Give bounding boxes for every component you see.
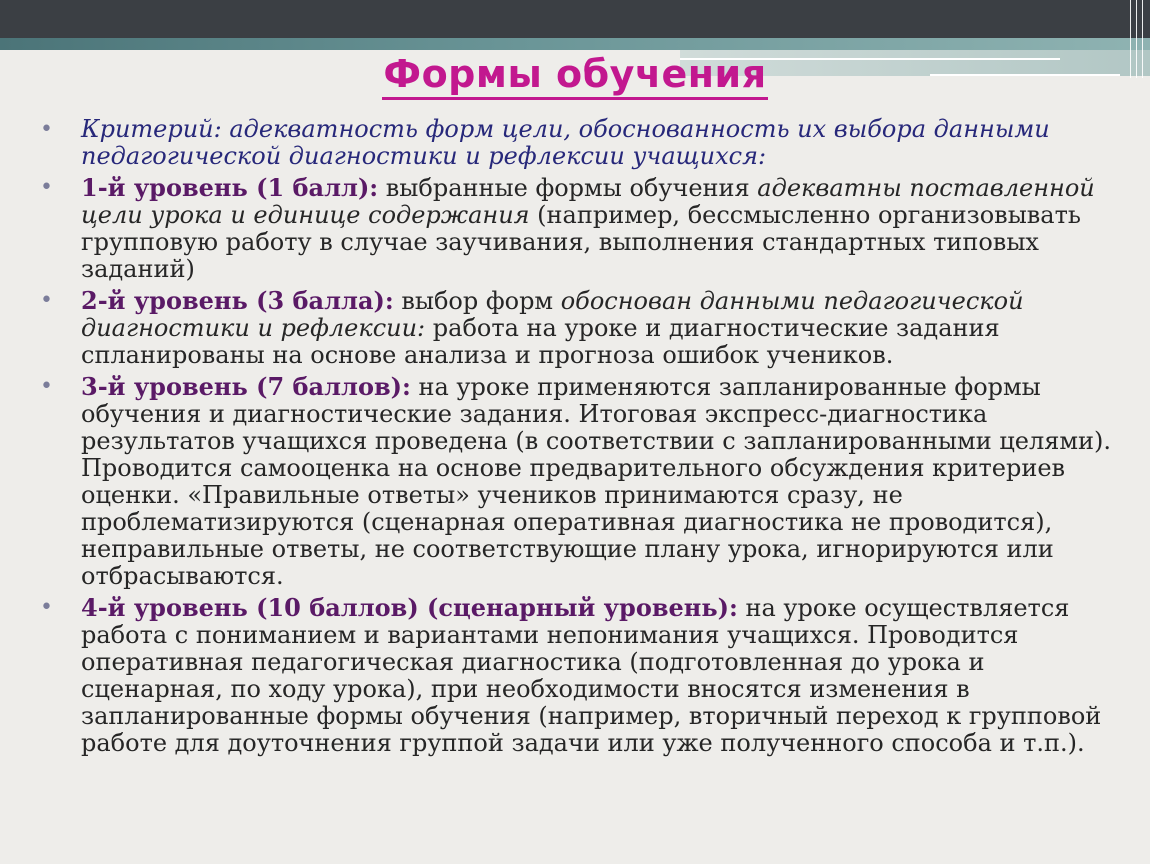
criterion-item xyxy=(40,116,1120,170)
criteria-list xyxy=(40,116,1120,761)
level-text: выбор форм xyxy=(393,287,561,315)
bullet-icon: • xyxy=(40,175,53,200)
level-text: на уроке осуществляется работа с пониманием и вариантами непонимания учащихся. Проводится оперативная педагогическая диагностика (подготовленная до урока и сценарная, по ходу урока), при необходимости вносятся изменения в запланированные формы обучения (например, вторичный переход к групповой работе для доуточнения группой задачи или уже полученного способа и т.п.). xyxy=(81,594,1102,757)
level-label: 1-й уровень (1 балл): xyxy=(81,173,379,202)
level-italic-text: обоснован данными педагогической диагностики и рефлексии: xyxy=(81,287,1024,342)
level-item xyxy=(40,594,1120,757)
level-text: работа на уроке и диагностические задания спланированы на основе анализа и прогноза ошибок учеников. xyxy=(81,314,1000,369)
level-item xyxy=(40,373,1120,590)
slide-title: Формы обучения xyxy=(382,52,767,100)
bullet-icon: • xyxy=(40,595,53,620)
level-label: 4-й уровень (10 баллов) (сценарный уровень): xyxy=(81,593,738,622)
level-text: на уроке применяются запланированные формы обучения и диагностические задания. Итоговая экспресс-диагностика результатов учащихся проведена (в соответствии с запланированными целями). Проводится самооценка на основе предварительного обсуждения критериев оценки. «Правильные ответы» учеников принимаются сразу, не проблематизируются (сценарная оперативная диагностика не проводится), неправильные ответы, не соответствующие плану урока, игнорируются или отбрасываются. xyxy=(81,373,1112,590)
level-item xyxy=(40,174,1120,283)
level-label: 2-й уровень (3 балла): xyxy=(81,286,394,315)
header-teal-band xyxy=(0,38,1150,50)
level-item xyxy=(40,287,1120,369)
bullet-icon: • xyxy=(40,288,53,313)
level-italic-text: адекватны поставленной цели урока и единице содержания xyxy=(81,174,1095,229)
level-text: выбранные формы обучения xyxy=(378,174,758,202)
bullet-icon: • xyxy=(40,374,53,399)
level-label: 3-й уровень (7 баллов): xyxy=(81,372,411,401)
header-dark-bar xyxy=(0,0,1150,38)
criterion-text: Критерий: адекватность форм цели, обоснованность их выбора данными педагогической диагностики и рефлексии учащихся: xyxy=(81,115,1050,170)
level-text: (например, бессмысленно организовывать групповую работу в случае заучивания, выполнения стандартных типовых заданий) xyxy=(81,201,1081,283)
slide-title-wrap xyxy=(0,52,1150,96)
bullet-icon: • xyxy=(40,117,53,142)
